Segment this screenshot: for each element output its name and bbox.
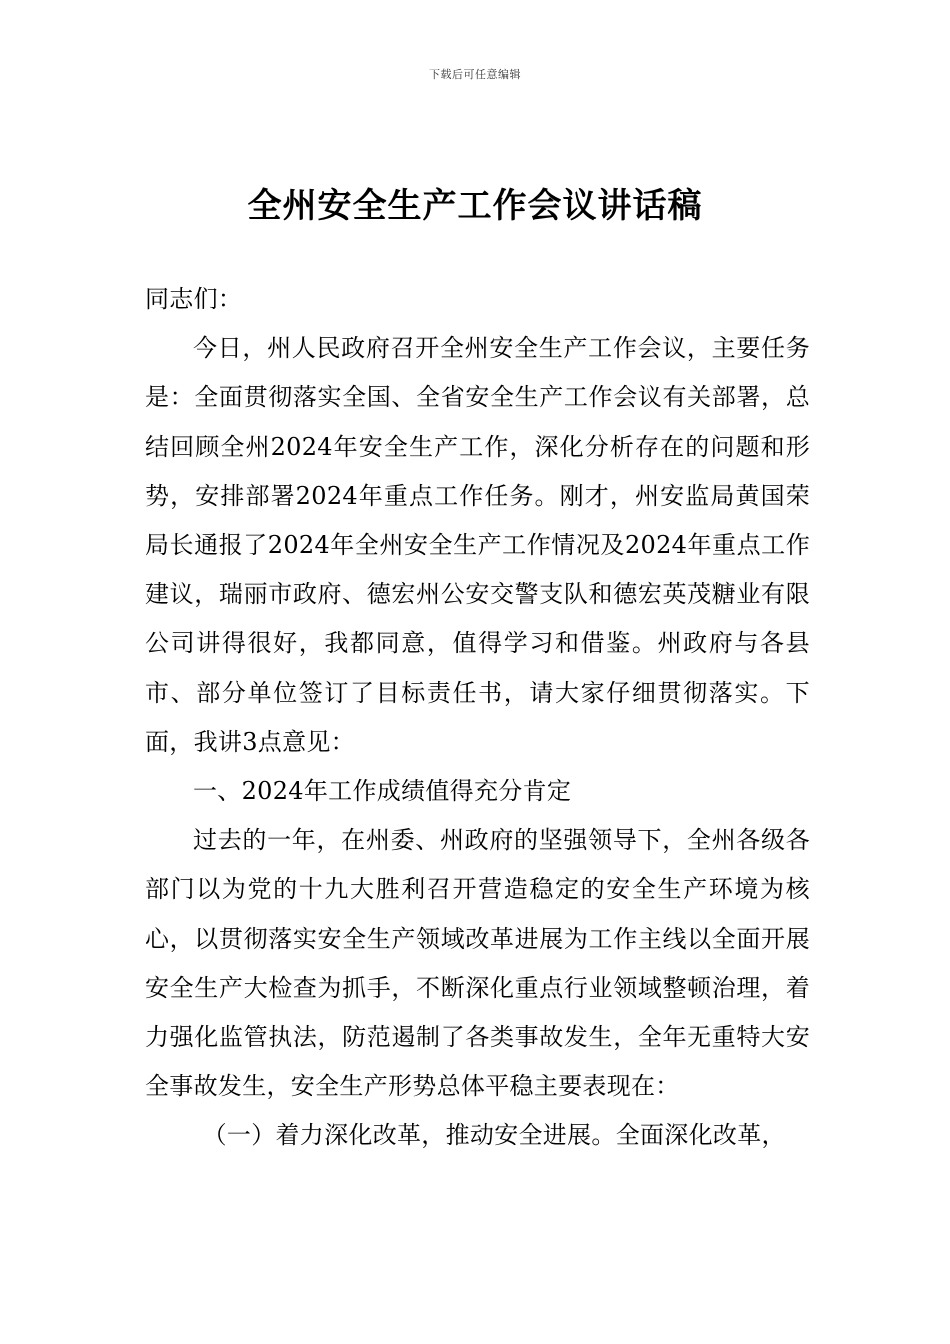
subsection-heading-1: （一）着力深化改革，推动安全进展。全面深化改革， xyxy=(202,1121,786,1150)
section-heading-1: 一、2024年工作成绩值得充分肯定 xyxy=(193,777,572,806)
document-title: 全州安全生产工作会议讲话稿 xyxy=(247,186,703,226)
paragraph-achievements: 过去的一年，在州委、州政府的坚强领导下，全州各级各部门以为党的十九大胜利召开营造稳定的安全生产环境为核心，以贯彻落实安全生产领域改革进展为工作主线以全面开展安全生产大检查为抓手，不断深化重点行业领域整顿治理，着力强化监管执法，防范遏制了各类事故发生，全年无重特大安全事故发生，安全生产形势总体平稳主要表现在： xyxy=(145,826,810,1101)
document-body xyxy=(145,275,810,1161)
paragraph-intro: 今日，州人民政府召开全州安全生产工作会议，主要任务是：全面贯彻落实全国、全省安全生产工作会议有关部署，总结回顾全州2024年安全生产工作，深化分析存在的问题和形势，安排部署2024年重点工作任务。刚才，州安监局黄国荣局长通报了2024年全州安全生产工作情况及2024年重点工作建议，瑞丽市政府、德宏州公安交警支队和德宏英茂糖业有限公司讲得很好，我都同意，值得学习和借鉴。州政府与各县市、部分单位签订了目标责任书，请大家仔细贯彻落实。下面，我讲3点意见： xyxy=(145,334,810,756)
header-note: 下载后可任意编辑 xyxy=(429,68,521,81)
salutation: 同志们： xyxy=(145,285,243,313)
